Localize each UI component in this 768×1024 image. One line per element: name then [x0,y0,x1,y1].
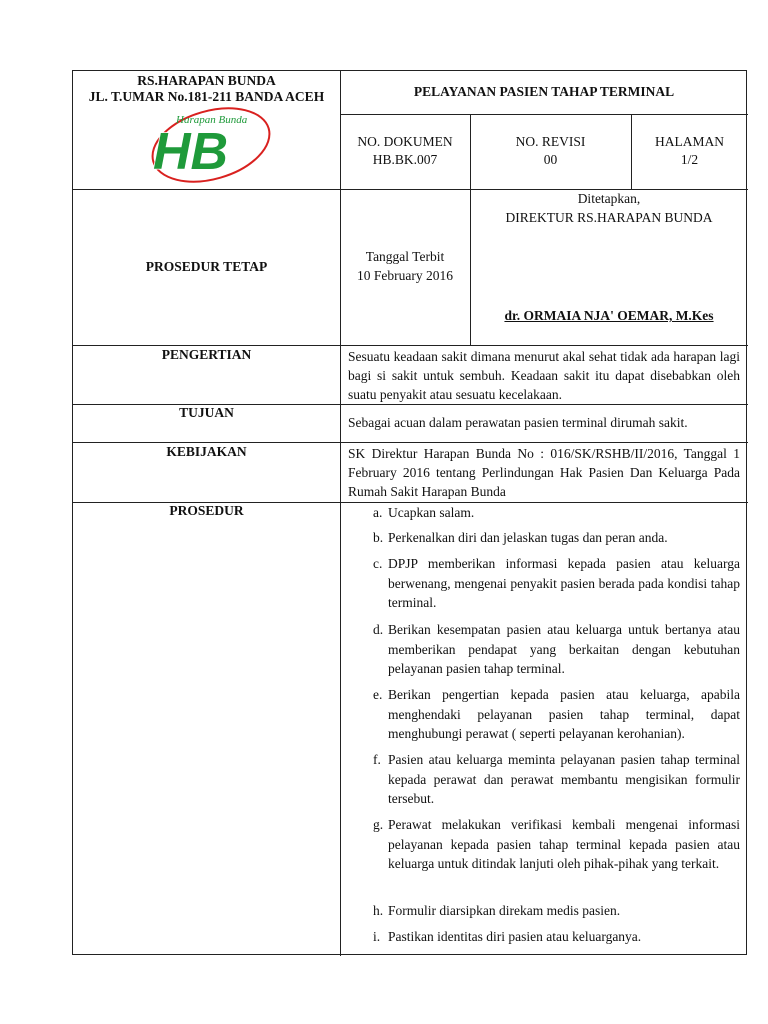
section-text-pengertian: Sesuatu keadaan sakit dimana menurut akal sehat tidak ada harapan lagi bagi si sakit untuk sembuh. Keadaan sakit itu dapat disebabkan oleh suatu penyakit atau sesuatu kecelakaan. [348,349,740,402]
list-item [348,901,740,921]
logo-script-text: Harapan Bunda [176,114,248,126]
list-text: DPJP memberikan informasi kepada pasien atau keluarga berwenang, mengenai penyakit pasien berada pada kondisi tahap terminal. [388,556,740,610]
list-item [348,528,740,548]
section-text-kebijakan: SK Direktur Harapan Bunda No : 016/SK/RSHB/II/2016, Tanggal 1 February 2016 tentang Perlindungan Hak Pasien Dan Keluarga Pada Rumah Sakit Harapan Bunda [348,446,740,499]
section-label-kebijakan: KEBIJAKAN [166,444,247,459]
divider [340,71,341,956]
list-item [348,554,740,613]
list-item [348,685,740,744]
list-text: Berikan kesempatan pasien atau keluarga untuk bertanya atau memberikan pendapat yang berkaitan dengan kebutuhan pelayanan pasien tahap terminal. [388,622,740,676]
list-text: Perkenalkan diri dan jelaskan tugas dan peran anda. [388,530,668,545]
list-marker: e. [373,687,383,702]
list-item [348,927,740,947]
list-marker: a. [373,505,383,520]
list-marker: f. [373,752,381,767]
list-text: Perawat melakukan verifikasi kembali mengenai informasi pelayanan kepada pasien tahap terminal kepada pasien atau keluarga untuk ditindak lanjuti oleh pihak-pihak yang terkait. [388,817,740,871]
revision-label: NO. REVISI [515,134,586,149]
list-marker: d. [373,622,384,637]
hospital-address: JL. T.UMAR No.181-211 BANDA ACEH [88,89,325,104]
list-text: Berikan pengertian kepada pasien atau keluarga, apabila menghendaki pelayanan pasien tahap terminal, dapat menghubungi perawat ( seperti pelayanan kerohanian). [388,687,740,741]
list-item [348,815,740,874]
page-value: 1/2 [680,152,699,167]
hospital-logo [143,105,273,189]
logo-initials: HB [153,123,229,181]
section-label-prosedur: PROSEDUR [169,503,244,518]
document-title: PELAYANAN PASIEN TAHAP TERMINAL [413,84,675,99]
list-marker: c. [373,556,383,571]
issue-date-label: Tanggal Terbit [365,249,445,264]
page-label: HALAMAN [655,134,724,149]
issue-date: 10 February 2016 [357,268,453,283]
list-marker: g. [373,817,384,832]
director-title: DIREKTUR RS.HARAPAN BUNDA [505,210,713,225]
list-item [348,750,740,809]
set-label: Ditetapkan, [577,191,641,206]
list-item [348,620,740,679]
section-label-tujuan: TUJUAN [179,405,234,420]
sop-document [72,70,747,955]
list-marker: i. [373,929,381,944]
hospital-name: RS.HARAPAN BUNDA [137,73,276,88]
director-name: dr. ORMAIA NJA' OEMAR, M.Kes [504,308,714,323]
divider [73,345,748,346]
list-text: Formulir diarsipkan direkam medis pasien. [388,903,621,918]
list-text: Pastikan identitas diri pasien atau keluarganya. [388,929,642,944]
list-text: Pasien atau keluarga meminta pelayanan pasien tahap terminal kepada perawat dan perawat membantu mengisikan formulir tersebut. [388,752,740,806]
divider [73,442,748,443]
section-text-tujuan: Sebagai acuan dalam perawatan pasien terminal dirumah sakit. [348,415,688,430]
list-marker: b. [373,530,384,545]
section-label-pengertian: PENGERTIAN [161,347,252,362]
section-label-prosedur-tetap: PROSEDUR TETAP [145,259,268,274]
doc-number-value: HB.BK.007 [372,152,438,167]
doc-number-label: NO. DOKUMEN [357,134,453,149]
list-marker: h. [373,903,384,918]
list-item [348,503,740,523]
revision-value: 00 [543,152,558,167]
divider [340,114,748,115]
list-text: Ucapkan salam. [388,505,475,520]
